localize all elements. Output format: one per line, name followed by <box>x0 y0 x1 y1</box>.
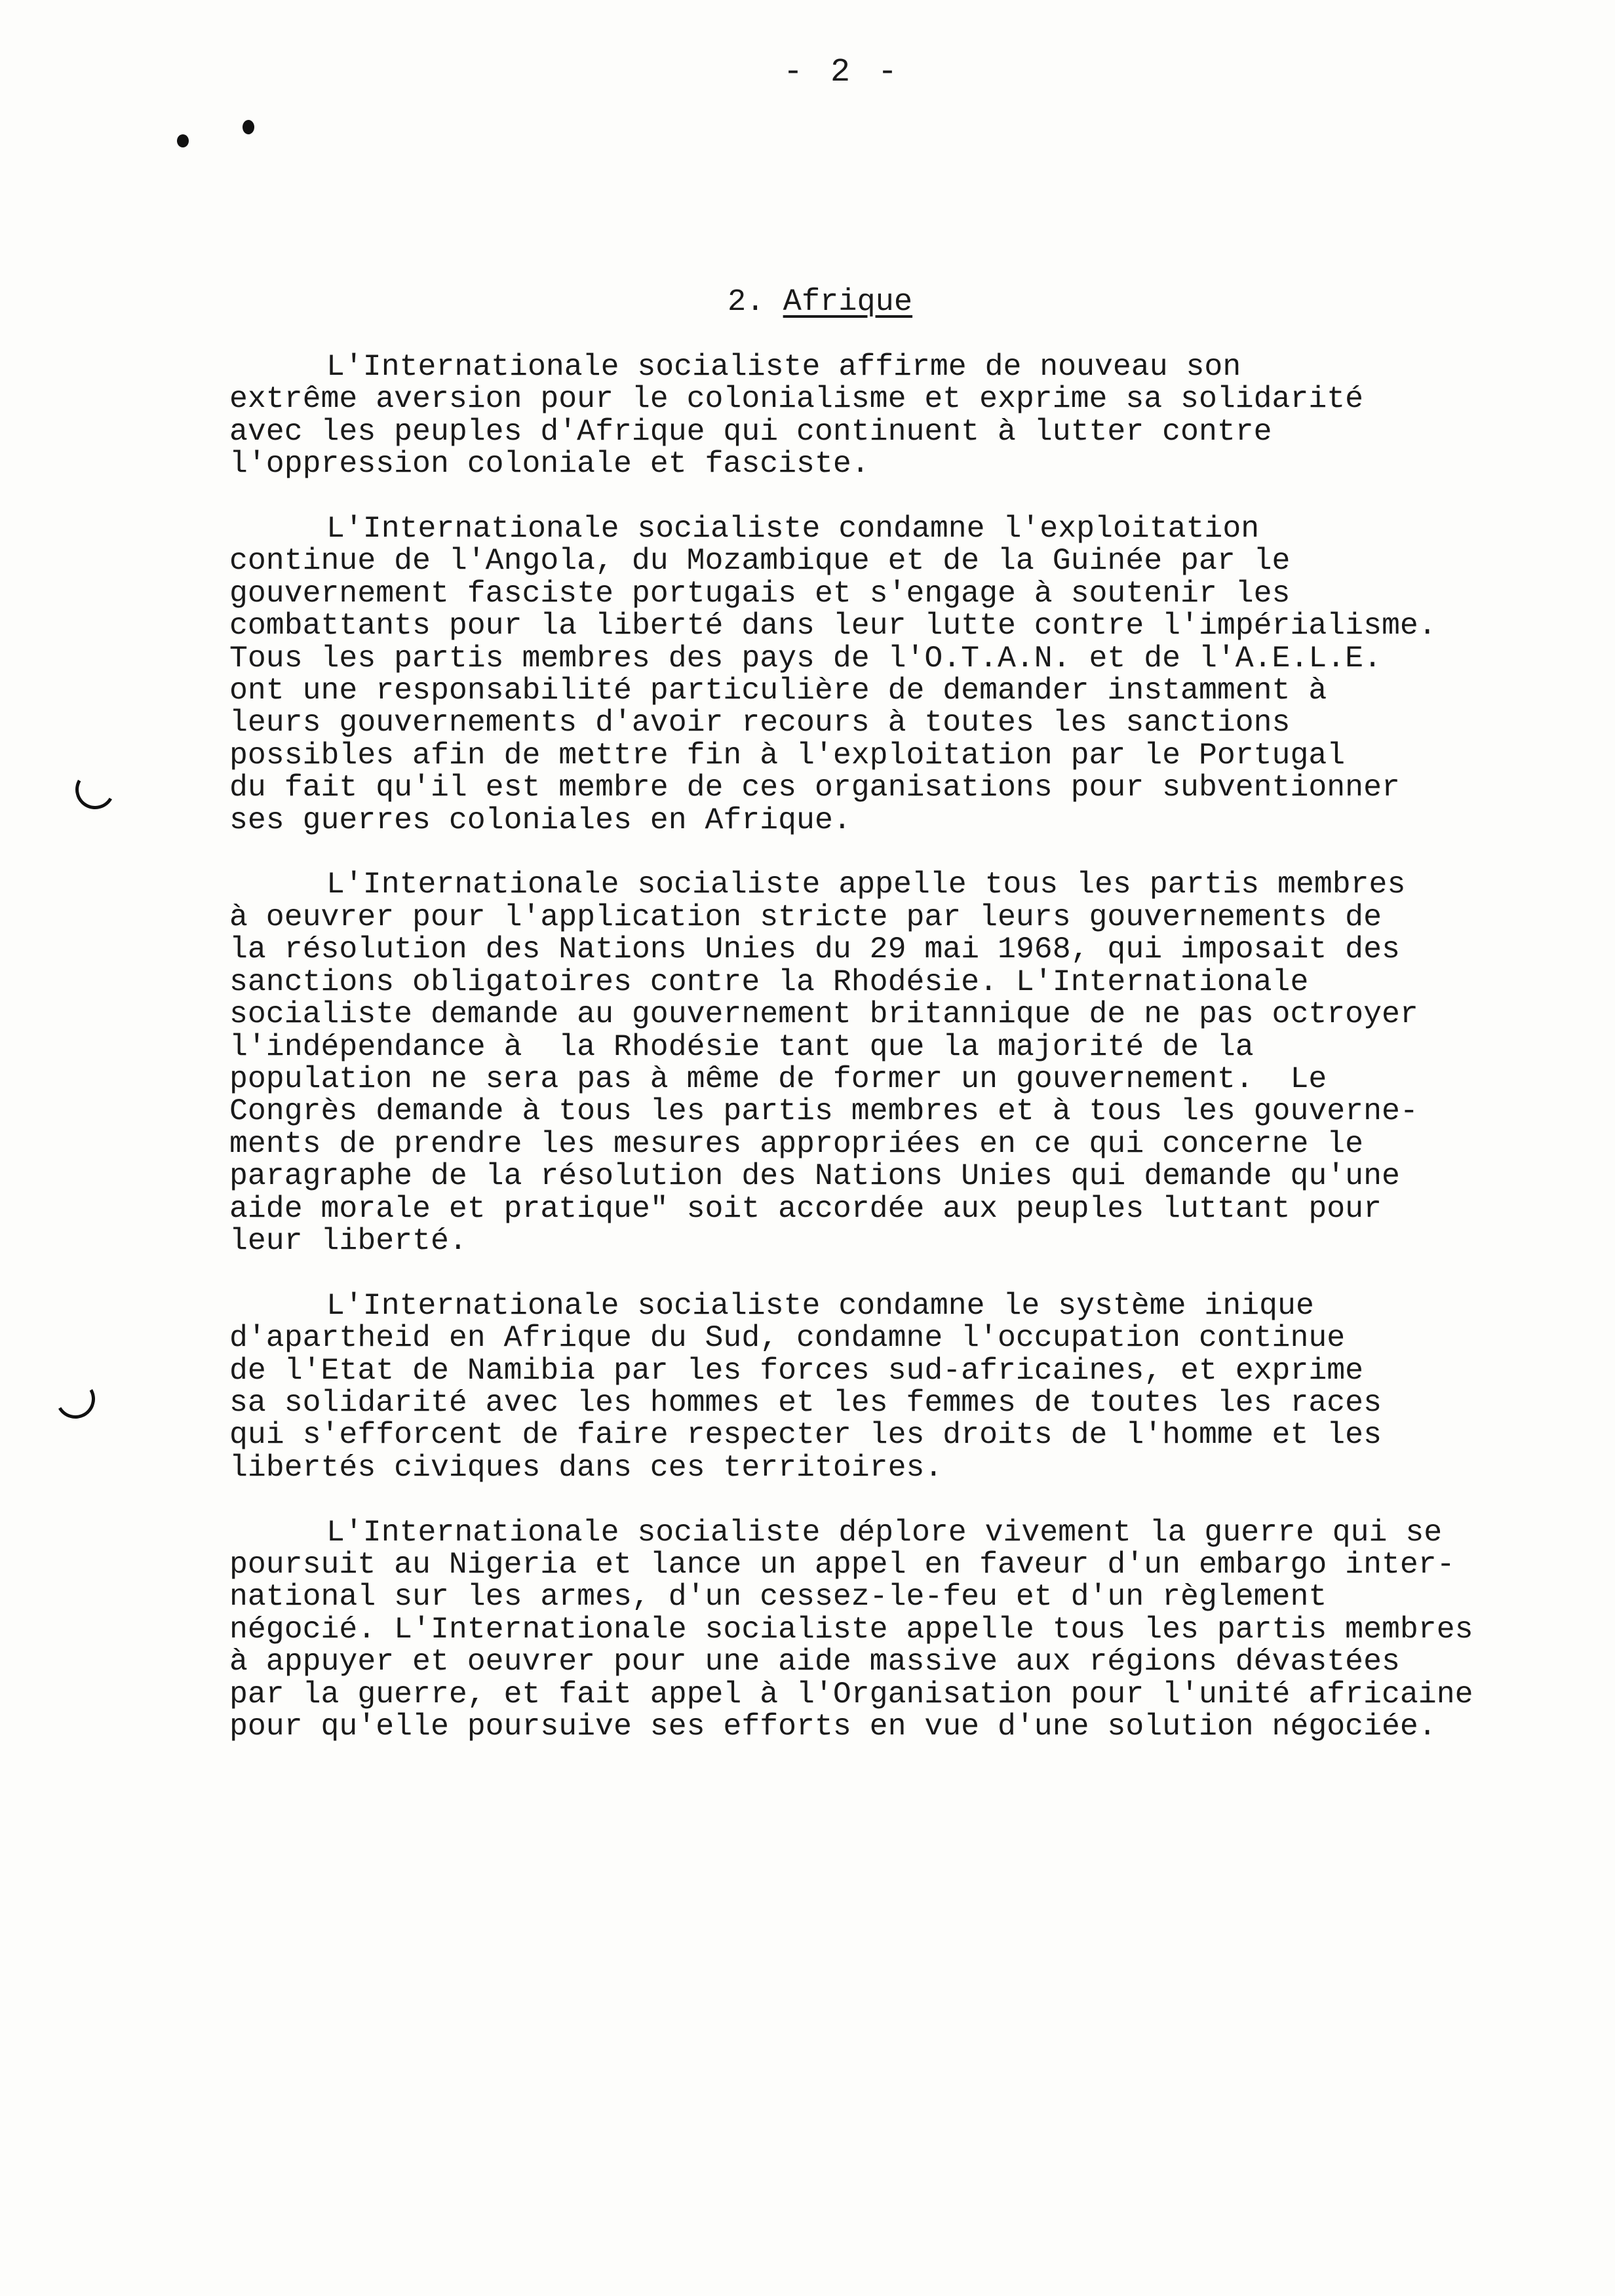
ink-dot <box>177 134 189 147</box>
text-line: possibles afin de mettre fin à l'exploitation par le Portugal <box>229 737 1346 773</box>
text-line: L'Internationale socialiste appelle tous les partis membres <box>326 867 1406 902</box>
text-line: de l'Etat de Namibia par les forces sud-africaines, et exprime <box>229 1352 1364 1388</box>
paragraph <box>229 1290 1593 1483</box>
text-line: libertés civiques dans ces territoires. <box>229 1449 943 1485</box>
punch-hole-mark <box>51 1375 99 1423</box>
section-title: Afrique <box>783 285 913 320</box>
text-line: négocié. L'Internationale socialiste appelle tous les partis membres <box>229 1611 1473 1647</box>
text-line: paragraphe de la résolution des Nations Unies qui demande qu'une <box>229 1158 1400 1194</box>
text-line: sanctions obligatoires contre la Rhodésie. L'Internationale <box>229 964 1309 999</box>
text-line: leur liberté. <box>229 1223 467 1258</box>
text-line: continue de l'Angola, du Mozambique et de la Guinée par le <box>229 543 1291 579</box>
text-line: L'Internationale socialiste condamne le système inique <box>326 1288 1314 1323</box>
text-line: combattants pour la liberté dans leur lutte contre l'impérialisme. <box>229 608 1437 643</box>
paragraph <box>229 868 1593 1257</box>
paragraph <box>229 512 1593 836</box>
text-line: leurs gouvernements d'avoir recours à toutes les sanctions <box>229 705 1291 740</box>
section-number: 2. <box>728 285 765 320</box>
text-line: ses guerres coloniales en Afrique. <box>229 802 851 837</box>
text-line: qui s'efforcent de faire respecter les droits de l'homme et les <box>229 1417 1382 1453</box>
text-line: socialiste demande au gouvernement britannique de ne pas octroyer <box>229 997 1418 1032</box>
text-line: l'oppression coloniale et fasciste. <box>229 446 870 482</box>
text-line: L'Internationale socialiste déplore vivement la guerre qui se <box>326 1514 1443 1550</box>
text-line: par la guerre, et fait appel à l'Organisation pour l'unité africaine <box>229 1676 1473 1712</box>
ink-dot <box>243 120 254 134</box>
text-line: national sur les armes, d'un cessez-le-feu et d'un règlement <box>229 1579 1327 1615</box>
text-line: du fait qu'il est membre de ces organisations pour subventionner <box>229 770 1400 805</box>
text-line: à oeuvrer pour l'application stricte par leurs gouvernements de <box>229 899 1382 934</box>
paragraph <box>229 1516 1593 1743</box>
punch-hole-mark <box>71 765 119 813</box>
text-line: l'indépendance à la Rhodésie tant que la majorité de la <box>229 1029 1254 1064</box>
text-line: sa solidarité avec les hommes et les femmes de toutes les races <box>229 1385 1382 1420</box>
paragraph <box>229 351 1593 480</box>
text-line: Tous les partis membres des pays de l'O.T.A.N. et de l'A.E.L.E. <box>229 640 1382 676</box>
text-line: ments de prendre les mesures appropriées en ce qui concerne le <box>229 1126 1364 1161</box>
text-line: gouvernement fasciste portugais et s'engage à soutenir les <box>229 575 1291 611</box>
text-line: avec les peuples d'Afrique qui continuent à lutter contre <box>229 413 1272 449</box>
text-line: pour qu'elle poursuive ses efforts en vue d'une solution négociée. <box>229 1709 1437 1744</box>
text-line: poursuit au Nigeria et lance un appel en faveur d'un embargo inter- <box>229 1546 1455 1582</box>
text-line: à appuyer et oeuvrer pour une aide massive aux régions dévastées <box>229 1644 1400 1679</box>
text-line: population ne sera pas à même de former un gouvernement. Le <box>229 1061 1327 1096</box>
page-number: - 2 - <box>783 54 902 91</box>
text-line: L'Internationale socialiste affirme de nouveau son <box>326 349 1241 384</box>
text-line: Congrès demande à tous les partis membres et à tous les gouverne- <box>229 1094 1418 1129</box>
text-line: extrême aversion pour le colonialisme et exprime sa solidarité <box>229 381 1364 417</box>
text-line: aide morale et pratique" soit accordée aux peuples luttant pour <box>229 1191 1382 1226</box>
text-line: ont une responsabilité particulière de demander instamment à <box>229 673 1327 708</box>
text-line: la résolution des Nations Unies du 29 mai 1968, qui imposait des <box>229 932 1400 967</box>
text-line: d'apartheid en Afrique du Sud, condamne l'occupation continue <box>229 1320 1346 1356</box>
document-body <box>229 351 1593 1775</box>
text-line: L'Internationale socialiste condamne l'exploitation <box>326 511 1260 546</box>
section-heading <box>728 285 912 320</box>
